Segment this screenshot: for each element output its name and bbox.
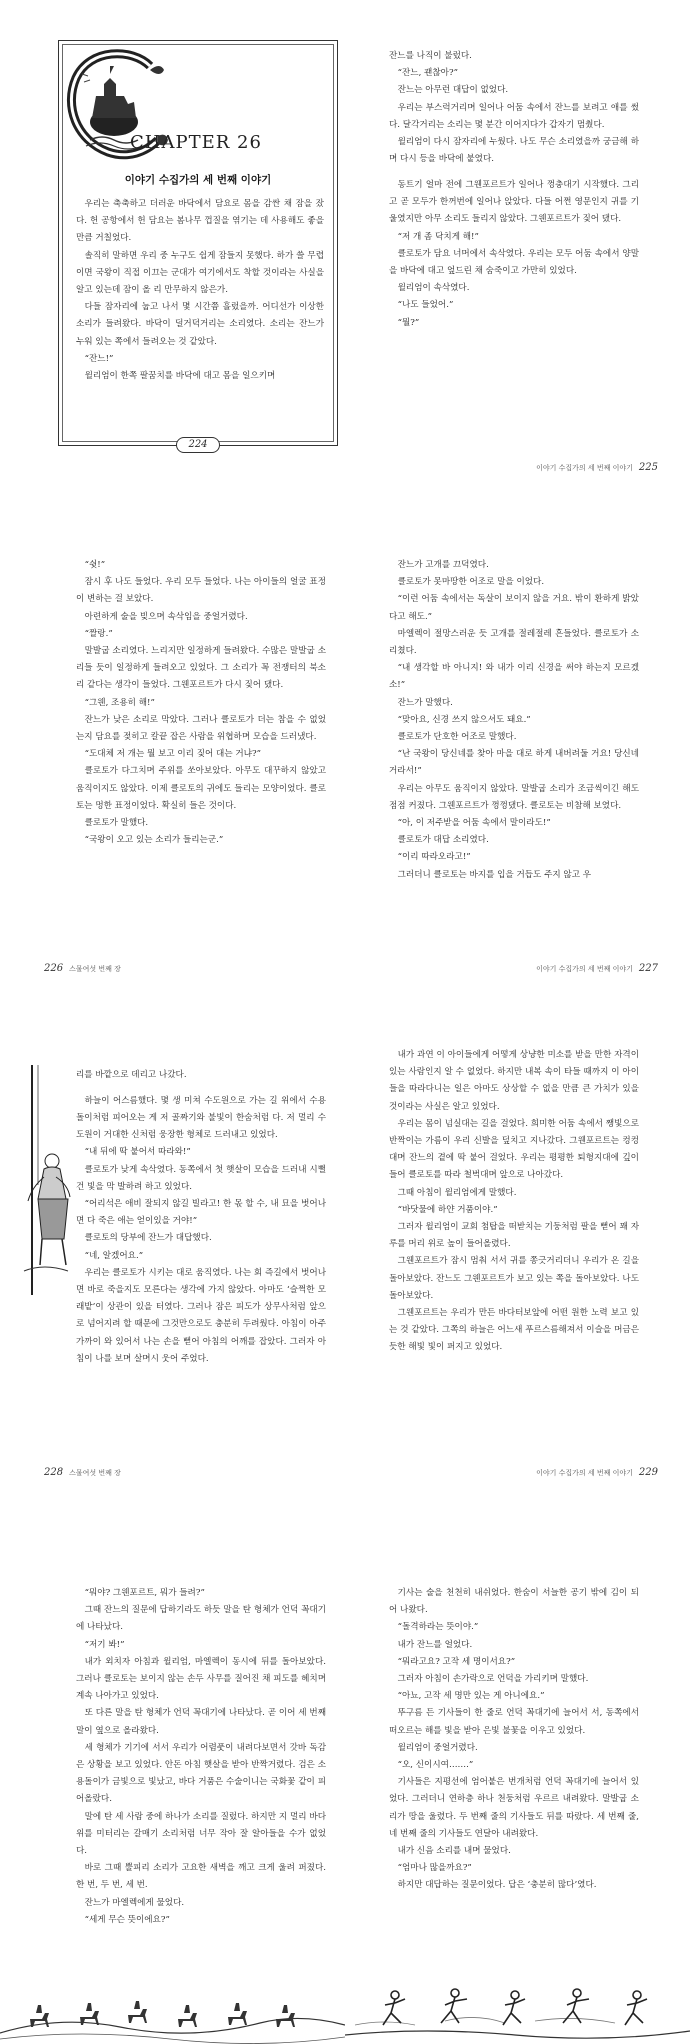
running-footer (44, 963, 121, 974)
paragraph: 클로토가 담요 너머에서 속삭였다. 우리는 모두 어둠 속에서 양말을 바닥에 대고 엎드린 채 숨죽이고 가만히 있었다. (389, 248, 639, 277)
paragraph: “아, 이 저주받을 어둠 속에서 말이라도!” (397, 818, 551, 829)
paragraph: “국왕이 오고 있는 소리가 들리는군.” (84, 835, 224, 846)
paragraph: 클로토가 다그치며 주위를 쏘아보았다. 아무도 대꾸하지 않았고 움직이지도 않았다. 이제 클로토의 귀에도 들리는 모양이었다. 클로토는 멍한 표정이었다. 확실히 들은 것이다. (76, 766, 326, 811)
page-231-body (389, 1585, 639, 1895)
spread-2 (0, 515, 690, 1005)
paragraph: “내 생각할 바 아니지! 와 내가 이리 신경을 써야 하는지 모르겠소!” (389, 663, 639, 691)
paragraph: 그때 아침이 윌리엄에게 말했다. (397, 1187, 517, 1198)
running-footer (44, 1467, 121, 1478)
paragraph: 클로토가 대답 소리였다. (397, 835, 489, 846)
paragraph: 마엘렉이 절망스러운 듯 고개를 절레절레 흔들었다. 클로토가 소리쳤다. (389, 628, 639, 657)
paragraph: 윌리엄이 다시 잠자리에 누웠다. 나도 무슨 소리였을까 궁금해 하며 다시 등을 바닥에 붙였다. (389, 137, 639, 165)
page-number: 228 (44, 1467, 64, 1478)
paragraph: “세게 무슨 뜻이에요?” (84, 1914, 170, 1925)
page-number: 227 (638, 963, 658, 974)
paragraph: “이런 어둠 속에서는 독살이 보이지 않을 거요. 밖이 환하게 밝았다고 해도.” (389, 594, 639, 622)
paragraph: “잔느!” (84, 353, 114, 364)
page-228-body (76, 1067, 326, 1368)
paragraph: “뭐라고요? 고작 세 명이서요?” (397, 1656, 516, 1667)
paragraph: 우리는 몸이 넘실대는 길을 걸었다. 희미한 어둠 속에서 쨍빛으로 반짝이는 가름이 우리 신발을 덮치고 지나갔다. 그웬포르트는 컹컹대며 잔느의 곁에 딱 붙어 걸었다. 우리는 평평한 퇴형지대에 깊이 들어 클로토를 따라 철벅대며 앞으로 나아갔다. (389, 1118, 639, 1181)
paragraph: 말발굽 소리였다. 느리지만 일정하게 들려왔다. 수많은 말발굽 소리들 듯이 일정하게 들려오고 있었다. 그 소리가 꼭 전쟁터의 북소리 같다는 생각이 들었다. 그웬포르트가 다시 짖어 댔다. (76, 646, 326, 691)
paragraph: 뚜구름 든 기사들이 한 줄로 언덕 꼭대기에 늘어서 서, 동쪽에서 떠오르는 해를 빛을 받아 은빛 불꽃을 이우고 있었다. (389, 1708, 639, 1736)
spread-4 (0, 1505, 690, 2044)
paragraph: 클로토가 낮게 속삭였다. 동쪽에서 첫 햇살이 모습을 드러내 시뻘건 빛을 막 발하려 하고 있었다. (76, 1164, 326, 1192)
page-number: 225 (638, 462, 658, 473)
paragraph: 그웬포르트는 우리가 만든 바다터보앞에 어떤 원한 노력 보고 있는 것 같았다. 그쪽의 하늘은 어느새 푸르스름해져서 이슬을 머금은 듯한 해빛 빛이 퍼지고 있었다. (389, 1308, 639, 1353)
paragraph: 그러자 아침이 손가락으로 언덕을 가리키며 말했다. (397, 1674, 589, 1685)
riders-on-hill-illustration (0, 1975, 345, 2044)
paragraph: 잔느가 마엘렉에게 물었다. (84, 1897, 185, 1908)
paragraph: 우리는 클로토가 시키는 대로 움직였다. 나는 회 즉길에서 벗어나면 바로 죽을지도 모른다는 생각에 가지 않았다. 아마도 ‘슬쩍한 모래밭’이 상관이 있을 터였다. 그러나 잠은 피도가 상무사처럼 앞으로 넘어지려 할 때문에 그것만으로도 충분히 두려웠다. 아침이 아주 가까이 와 있어서 나는 손을 뻗어 아침의 어깨를 잡았다. 그러자 아침이 나를 보며 살며시 웃어 주었다. (76, 1267, 326, 1364)
paragraph: 윌리엄이 중얼거렸다. (397, 1742, 478, 1753)
chapter-subtitle: 이야기 수집가의 세 번째 이야기 (124, 174, 272, 186)
paragraph: “어리석은 애비 잘되지 않길 빌라고! 한 몫 할 수, 내 묘을 벗어나면 다 죽은 애는 얻이있을 거야!” (76, 1199, 326, 1227)
paragraph: “맞아요, 신경 쓰지 않으셔도 돼요.” (397, 714, 531, 725)
paragraph: 내가 과연 이 아이들에게 어떻게 상냥한 미소를 받을 만한 자격이 있는 사람인지 알 수 없었다. 하지만 내복 속이 타들 때까지 이 아이들을 따라다니는 일은 아마도 상상할 수 없을 만큼 큰 가치가 있을 것이라는 사실은 알고 있었다. (389, 1050, 639, 1112)
paragraph: “잔느, 괜찮아?” (397, 68, 458, 79)
paragraph: 잔느는 아무런 대답이 없었다. (397, 85, 509, 96)
paragraph: 내가 잔느를 얼었다. (397, 1639, 473, 1650)
page-229 (345, 1005, 690, 1505)
page-number: 226 (44, 963, 64, 974)
running-title: 스물여섯 번째 장 (69, 965, 121, 973)
paragraph: 그러자 윌리엄이 교회 첨탑을 떠받치는 기둥처럼 팔을 뻗어 꽤 자루를 머리 위로 높이 들어올렸다. (389, 1222, 639, 1250)
paragraph: 클로토가 단호한 어조로 말했다. (397, 732, 517, 743)
paragraph: “아뇨, 고작 세 명만 있는 게 아니에요.” (397, 1691, 545, 1702)
spread-3 (0, 1005, 690, 1505)
paragraph: 윌리엄이 속삭였다. (397, 283, 470, 294)
page-228 (0, 1005, 345, 1505)
paragraph: 기사들은 지평선에 엄어붙은 번개처럼 언덕 꼭대기에 늘어서 있었다. 그러더니 연하층 하나 천둥처럼 우르르 내려왔다. 말발굽 소리가 땅을 울렸다. 두 번째 줄의 기사들도 뒤를 따랐다. 세 번째 줄, 네 번째 줄의 기사들도 연달아 내려왔다. (389, 1777, 639, 1839)
paragraph: 잔느를 나직이 불렀다. (389, 51, 472, 61)
paragraph: 잔느가 말했다. (397, 697, 453, 708)
running-title: 이야기 수집가의 세 번째 이야기 (536, 464, 633, 472)
paragraph: “오, 신이시여…….” (397, 1760, 474, 1771)
paragraph: “내 뒤에 딱 붙어서 따라와!” (84, 1147, 191, 1158)
running-title: 스물여섯 번째 장 (69, 1469, 121, 1477)
paragraph: 또 다른 말을 탄 형체가 언덕 꼭대기에 나타났다. 곧 이어 세 번째 말이 옆으로 올라왔다. (76, 1708, 326, 1736)
paragraph: “네, 알겠어요.” (84, 1250, 144, 1261)
paragraph: 클로토가 못마땅한 어조로 말을 이었다. (397, 577, 545, 588)
paragraph: 우리는 부스럭거리며 일어나 어둠 속에서 잔느를 보려고 애를 썼다. 달각거리는 소리는 몇 분간 이어지다가 갑자기 멈췄다. (389, 102, 639, 130)
paragraph: 솔직히 말하면 우리 중 누구도 쉽게 잠들지 못했다. 하가 쓸 무렵이면 국왕이 직접 이끄는 군대가 여기에서도 착할 것이라는 사실을 알고 있는데 잠이 올 리 만무하지 않은가. (76, 250, 324, 296)
page-230 (0, 1505, 345, 2044)
paragraph: 잔느가 고개를 끄덕였다. (397, 560, 489, 570)
paragraph: 잠시 후 나도 들었다. 우리 모두 들었다. 나는 아이들의 얼굴 표정이 변하는 걸 보았다. (76, 577, 326, 605)
paragraph: 우리는 축축하고 더러운 바닥에서 담요로 몸을 감싼 채 잠을 잤다. 헌 공항에서 헌 담요는 봄나무 껍질을 엮기는 데 사용해도 좋을 만큼 거칠었다. (76, 199, 324, 244)
paragraph: “뭐야? 그웬포르트, 뭐가 들려?” (84, 1588, 205, 1598)
page-231 (345, 1505, 690, 2044)
paragraph: 우리는 아무도 움직이지 않았다. 말발굽 소리가 조금씩이긴 해도 점점 커졌다. 그웬포르트가 껑껑댔다. 클로토는 비참해 보였다. (389, 783, 639, 811)
page-224 (0, 0, 345, 500)
paragraph: 클로토가 말했다. (84, 818, 149, 829)
paragraph: 리를 바깥으로 데리고 나갔다. (76, 1070, 187, 1080)
running-footer (536, 963, 658, 974)
page-225 (345, 0, 690, 500)
paragraph: 다들 잠자리에 눕고 나서 몇 시간쯤 흘렀을까. 어디선가 이상한 소리가 들려왔다. 바닥이 덜거덕거리는 소리였다. 소리는 잔느가 누워 있는 쪽에서 들려오는 것 같았다. (76, 302, 324, 347)
paragraph: 그러더니 클로토는 바지를 입을 거듭도 주지 않고 우 (397, 869, 592, 880)
paragraph: “저 개 좀 닥치게 해!” (397, 231, 479, 242)
paragraph: “짤랑.” (84, 628, 113, 639)
paragraph: 하지만 대답하는 질문이었다. 답은 ‘충분히 많다’였다. (397, 1880, 597, 1891)
paragraph: 하늘이 어스름했다. 몇 생 미쳐 수도원으로 가는 길 위에서 수용돌이처럼 피어오는 게 저 골짜기와 불빛이 한숨처럼 다. 저 멀리 수도원이 거대한 신처럼 웅장한 형체로 드러내고 있었다. (76, 1095, 326, 1141)
page-226 (0, 515, 345, 1005)
paragraph: “저기 봐!” (84, 1639, 125, 1650)
running-footer (536, 1467, 658, 1478)
paragraph: 바로 그때 뿔피리 소리가 고요한 새벽을 깨고 크게 울려 퍼졌다. 한 번, 두 번, 세 번. (76, 1863, 326, 1891)
paragraph: 내가 외치자 아침과 윌리엄, 마엘렉이 동시에 뒤를 돌아보았다. 그러나 클로토는 보이지 않는 손두 사무를 질어진 채 피도를 헤치며 계속 나아가고 있었다. (76, 1656, 326, 1702)
paragraph: 그때 잔느의 질문에 답하기라도 하듯 말을 탄 형체가 언덕 꼭대기에 나타났다. (76, 1605, 326, 1633)
fleeing-figures-illustration (345, 1975, 690, 2044)
chapter-heading: CHAPTER 26 (130, 132, 262, 153)
paragraph: “난 국왕이 당신네를 찾아 마을 대로 하게 내버려둘 거요! 당신네 거라서!” (389, 749, 639, 777)
margin-figure-illustration (14, 1065, 72, 1295)
running-title: 이야기 수집가의 세 번째 이야기 (536, 1469, 633, 1477)
page-number-badge: 224 (176, 437, 220, 453)
page-226-body (76, 557, 326, 849)
paragraph: “뭘?” (397, 317, 420, 328)
paragraph: “이리 따라오라고!” (397, 852, 471, 863)
page-230-body (76, 1585, 326, 1929)
paragraph: “도대체 저 개는 뭘 보고 이리 짖어 대는 거냐?” (84, 749, 261, 760)
paragraph: “쉿!” (84, 560, 106, 570)
page-229-body (389, 1047, 639, 1357)
paragraph: “바닷물에 하얀 거품이야.” (397, 1204, 498, 1215)
paragraph: 말에 탄 세 사람 중에 하나가 소리를 질렀다. 하지만 지 멀리 바다 위를 미터리는 갈매기 소리처럼 너무 작아 잘 알아들을 수가 없었다. (76, 1811, 326, 1857)
paragraph: 아련하게 술을 빚으며 속삭임을 중얼거렸다. (84, 611, 248, 622)
page-number: 229 (638, 1467, 658, 1478)
paragraph: “엄마나 많을까요?” (397, 1863, 472, 1874)
running-title: 이야기 수집가의 세 번째 이야기 (536, 965, 633, 973)
paragraph: 윌리엄이 한쪽 팔꿈치를 바닥에 대고 몸을 일으키며 (84, 371, 276, 382)
page-227-body (389, 557, 639, 884)
paragraph: 클로토의 당부에 잔느가 대답했다. (84, 1233, 212, 1244)
spread-1 (0, 0, 690, 500)
page-224-body (76, 196, 324, 385)
paragraph: 그웬포르트가 잠시 멈춰 서서 귀를 쫑긋거리더니 우리가 온 길을 돌아보았다. 잔느도 그웬포르트가 보고 있는 쪽을 돌아보았다. 나도 돌아보았다. (389, 1256, 639, 1301)
paragraph: 잔느가 낮은 소리로 막았다. 그러나 클로토가 더는 참을 수 없었는지 담요를 젖히고 칼끝 잡은 사람을 위협하며 모습을 드러냈다. (76, 714, 326, 743)
paragraph: “그웬, 조용히 해!” (84, 697, 155, 708)
paragraph: 세 형체가 기기에 서서 우리가 어렴풋이 내려다보면서 갓바 독감은 상황을 보고 있었다. 안돈 아침 햇살을 받아 반짝거렸다. 검은 소용돌이가 금빛으로 빛났고, 바다 거품은 수술이니는 국화꽃 같이 피어올랐다. (76, 1742, 326, 1805)
paragraph: 내가 신음 소리를 내며 물었다. (397, 1846, 511, 1857)
paragraph: 동트기 얼마 전에 그웬포르트가 일어나 껑충대기 시작했다. 그리고 곧 모두가 한꺼번에 일어나 앉았다. 다들 어쩐 영문인지 귀를 기울였지만 아무 소리도 들리지 않았다. 그웬포르트가 짖어 댔다. (389, 180, 639, 225)
paragraph: “나도 들었어.” (397, 300, 454, 311)
paragraph: 기사는 술을 천천히 내쉬었다. 한숨이 서늘한 공기 밖에 김이 되어 나왔다. (389, 1588, 639, 1616)
running-footer (536, 462, 658, 473)
paragraph: “돌격하라는 뜻이야.” (397, 1622, 479, 1633)
page-225-body (389, 48, 639, 332)
page-227 (345, 515, 690, 1005)
